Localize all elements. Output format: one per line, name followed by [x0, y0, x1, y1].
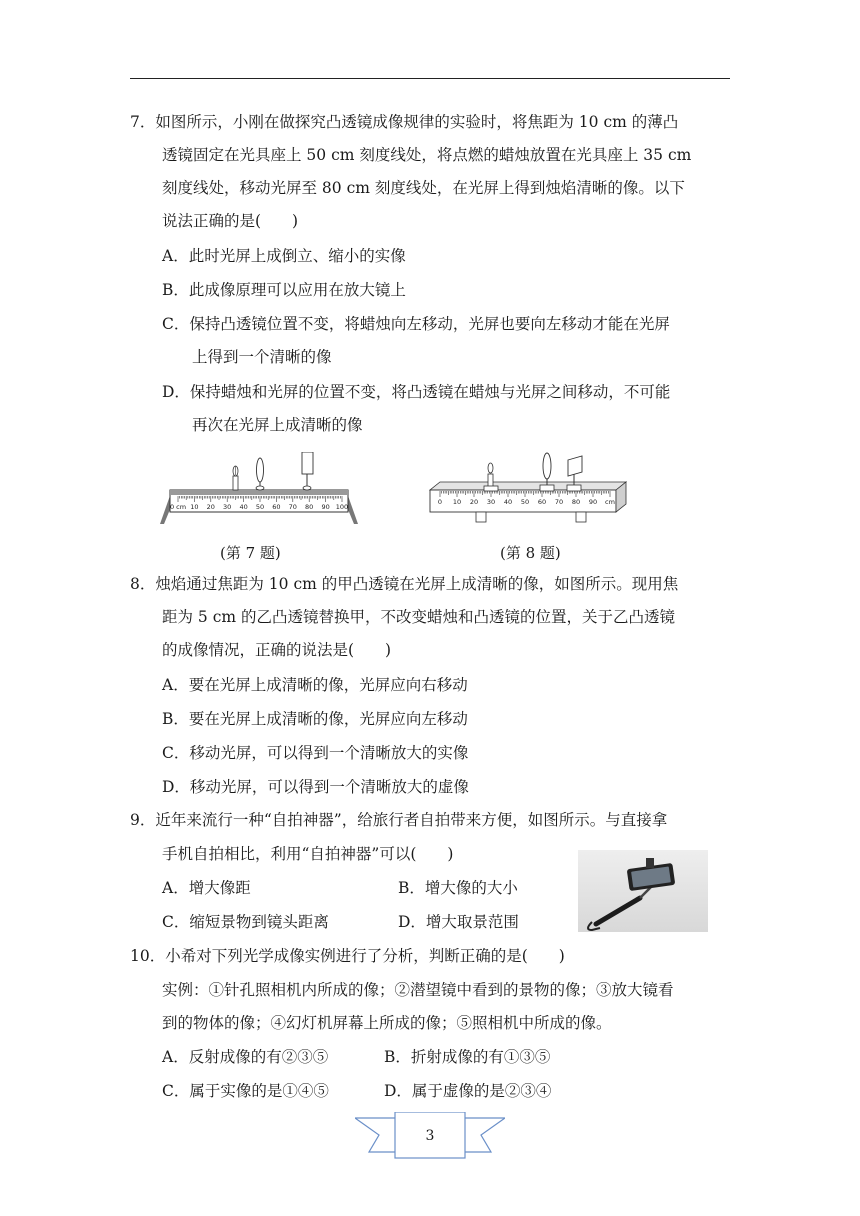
- selfie-stick-icon: [578, 850, 708, 932]
- candle-icon: [233, 466, 238, 490]
- q8-line-2: 距为 5 cm 的乙凸透镜替换甲，不改变蜡烛和凸透镜的位置，关于乙凸透镜: [162, 608, 676, 626]
- ruler-tick-label: 30: [486, 498, 496, 506]
- figure-8-optical-bench: [426, 452, 636, 530]
- q7-line-1: 7．如图所示，小刚在做探究凸透镜成像规律的实验时，将焦距为 10 cm 的薄凸: [130, 113, 679, 131]
- ruler-tick-label: 70: [288, 503, 297, 511]
- ruler-tick-label: 10: [452, 498, 462, 506]
- ruler-tick-label: 40: [239, 503, 248, 511]
- ruler-tick-label: 50: [255, 503, 265, 511]
- ruler-tick-label: 70: [554, 498, 564, 506]
- ruler-tick-label: 10: [190, 503, 199, 511]
- ruler-tick-label: 80: [305, 503, 314, 511]
- q10-line-1: 10．小希对下列光学成像实例进行了分析，判断正确的是( ): [130, 947, 565, 965]
- q9-option-c: C．缩短景物到镜头距离: [162, 913, 329, 931]
- figure-8-caption: (第 8 题): [500, 544, 561, 562]
- convex-lens-icon: [540, 453, 554, 491]
- q9-line-1: 9．近年来流行一种“自拍神器”，给旅行者自拍带来方便，如图所示。与直接拿: [130, 811, 668, 829]
- ruler-tick-label: 30: [223, 503, 232, 511]
- q9-option-b: B．增大像的大小: [398, 879, 518, 897]
- q7-option-d-cont: 再次在光屏上成清晰的像: [192, 416, 363, 434]
- ruler-tick-label: 80: [571, 498, 581, 506]
- q10-option-b: B．折射成像的有①③⑤: [384, 1048, 551, 1066]
- ruler-tick-label: 20: [469, 498, 479, 506]
- q10-option-a: A．反射成像的有②③⑤: [162, 1048, 329, 1066]
- q10-line-3: 到的物体的像；④幻灯机屏幕上所成的像；⑤照相机中所成的像。: [162, 1014, 612, 1032]
- q10-option-d: D．属于虚像的是②③④: [384, 1082, 552, 1100]
- q7-line-3: 刻度线处，移动光屏至 80 cm 刻度线处，在光屏上得到烛焰清晰的像。以下: [162, 179, 685, 197]
- q7-option-d: D．保持蜡烛和光屏的位置不变，将凸透镜在蜡烛与光屏之间移动，不可能: [162, 383, 671, 401]
- ruler-tick-label: 60: [272, 503, 281, 511]
- selfie-stick-photo: [578, 850, 708, 932]
- figure-7-caption: (第 7 题): [220, 544, 281, 562]
- q7-line-2: 透镜固定在光具座上 50 cm 刻度线处，将点燃的蜡烛放置在光具座上 35 cm: [162, 146, 692, 164]
- q7-line-4: 说法正确的是( ): [162, 212, 299, 230]
- light-screen-icon: [567, 456, 582, 491]
- q9-option-a: A．增大像距: [162, 879, 251, 897]
- figure-7-optical-bench: [160, 452, 358, 528]
- q7-option-b: B．此成像原理可以应用在放大镜上: [162, 281, 406, 299]
- q9-line-2: 手机自拍相比，利用“自拍神器”可以( ): [162, 845, 454, 863]
- q8-option-a: A．要在光屏上成清晰的像，光屏应向右移动: [162, 676, 468, 694]
- ruler-tick-label: 40: [503, 498, 513, 506]
- ruler-tick-label: cm: [605, 498, 615, 506]
- ruler-tick-label: 0: [437, 498, 443, 506]
- q8-line-3: 的成像情况，正确的说法是( ): [162, 641, 392, 659]
- ruler-tick-label: 60: [537, 498, 547, 506]
- ruler-tick-label: 50: [520, 498, 530, 506]
- ruler-tick-label: 100: [335, 503, 349, 511]
- q7-option-c: C．保持凸透镜位置不变，将蜡烛向左移动，光屏也要向左移动才能在光屏: [162, 315, 670, 333]
- ruler-tick-label: 20: [206, 503, 215, 511]
- ruler-tick-label: 0 cm: [169, 503, 187, 511]
- q8-line-1: 8．烛焰通过焦距为 10 cm 的甲凸透镜在光屏上成清晰的像，如图所示。现用焦: [130, 575, 679, 593]
- q10-line-2: 实例：①针孔照相机内所成的像；②潜望镜中看到的景物的像；③放大镜看: [162, 981, 674, 999]
- ruler-tick-label: 90: [588, 498, 598, 506]
- q8-option-c: C．移动光屏，可以得到一个清晰放大的实像: [162, 744, 469, 762]
- candle-icon: [484, 463, 498, 491]
- convex-lens-icon: [256, 458, 264, 490]
- q8-option-d: D．移动光屏，可以得到一个清晰放大的虚像: [162, 778, 469, 796]
- light-screen-icon: [302, 452, 313, 490]
- ruler-tick-label: 90: [321, 503, 330, 511]
- page-number: 3: [425, 1128, 435, 1144]
- q7-option-a: A．此时光屏上成倒立、缩小的实像: [162, 247, 406, 265]
- q10-option-c: C．属于实像的是①④⑤: [162, 1082, 329, 1100]
- q8-option-b: B．要在光屏上成清晰的像，光屏应向左移动: [162, 710, 468, 728]
- q9-option-d: D．增大取景范围: [398, 913, 519, 931]
- q7-option-c-cont: 上得到一个清晰的像: [192, 348, 332, 366]
- header-rule: [130, 78, 730, 79]
